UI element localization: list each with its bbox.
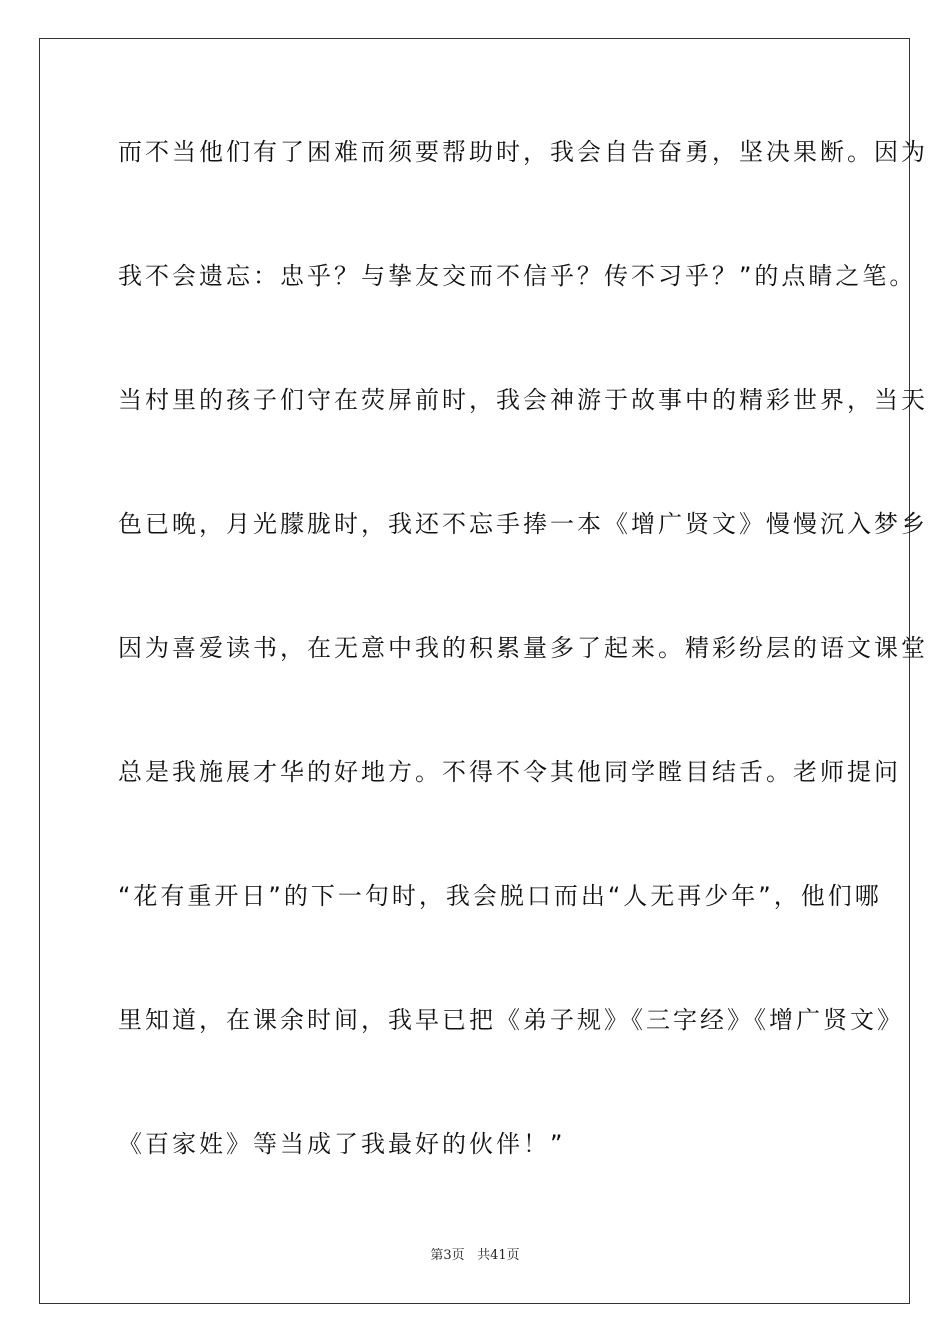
body-line: 色已晚，月光朦胧时，我还不忘手捧一本《增广贤文》慢慢沉入梦乡	[118, 510, 928, 538]
page-footer	[0, 1248, 950, 1264]
body-line: 而不当他们有了困难而须要帮助时，我会自告奋勇，坚决果断。因为	[118, 138, 928, 166]
body-line: “花有重开日”的下一句时，我会脱口而出“人无再少年”，他们哪	[118, 882, 882, 910]
page-border	[39, 38, 928, 1304]
body-line: 总是我施展才华的好地方。不得不令其他同学瞠目结舌。老师提问	[118, 758, 901, 786]
total-prefix: 共	[477, 1248, 491, 1263]
body-line: 《百家姓》等当成了我最好的伙伴！”	[118, 1130, 566, 1158]
page-number: 3	[443, 1248, 452, 1263]
total-suffix: 页	[506, 1248, 520, 1263]
body-line: 里知道，在课余时间，我早已把《弟子规》《三字经》《增广贤文》	[118, 1006, 904, 1034]
body-line: 我不会遗忘：忠乎？与挚友交而不信乎？传不习乎？”的点睛之笔。	[118, 262, 917, 290]
total-pages: 41	[490, 1248, 507, 1263]
body-line: 当村里的孩子们守在荧屏前时，我会神游于故事中的精彩世界，当天	[118, 386, 928, 414]
page-prefix: 第	[430, 1248, 444, 1263]
body-line: 因为喜爱读书，在无意中我的积累量多了起来。精彩纷层的语文课堂	[118, 634, 928, 662]
page-suffix: 页	[451, 1248, 465, 1263]
